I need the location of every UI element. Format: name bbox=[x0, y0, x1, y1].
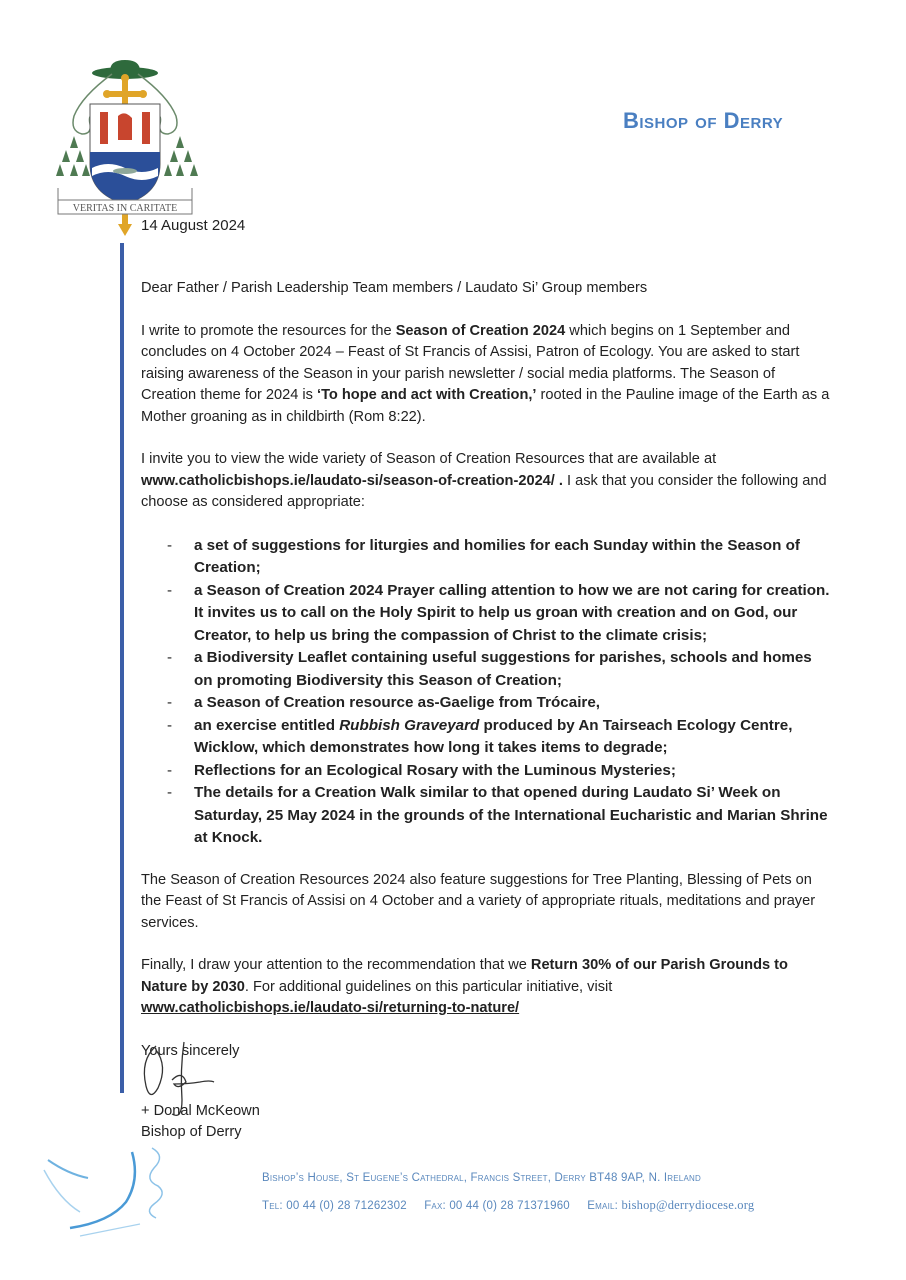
footer-email-link[interactable]: bishop@derrydiocese.org bbox=[621, 1198, 755, 1212]
paragraph-resources: I invite you to view the wide variety of Season of Creation Resources that are available at www.catholicbishops.ie/laudato-si/season-of-creation-2024/ . I ask that you consider the following and choose as considered appropriate: bbox=[141, 451, 827, 510]
list-item: - a Biodiversity Leaflet containing useful suggestions for parishes, schools and homes on promoting Biodiversity this Season of Creation; bbox=[167, 649, 812, 689]
paragraph-additional: The Season of Creation Resources 2024 also feature suggestions for Tree Planting, Blessing of Pets on the Feast of St Francis of Assisi on 4 October and a variety of appropriate rituals, meditations and prayer services. bbox=[141, 871, 816, 931]
svg-text:VERITAS IN CARITATE: VERITAS IN CARITATE bbox=[72, 203, 178, 214]
signer-title: Bishop of Derry bbox=[141, 1124, 242, 1140]
returning-to-nature-link[interactable]: www.catholicbishops.ie/laudato-si/returning-to-nature/ bbox=[141, 1000, 520, 1016]
letterhead-footer bbox=[262, 1172, 754, 1213]
closing: Yours sincerely bbox=[141, 1042, 240, 1059]
signer-name: + Donal McKeown bbox=[141, 1103, 260, 1119]
signer-block bbox=[141, 1101, 260, 1143]
margin-accent-bar bbox=[120, 243, 124, 1093]
letter-body bbox=[141, 278, 831, 1083]
footer-address: Bishop’s House, St Eugene’s Cathedral, Francis Street, Derry BT48 9AP, N. Ireland bbox=[262, 1172, 701, 1184]
letter-date: 14 August 2024 bbox=[141, 217, 246, 234]
letterhead-title: Bishop of Derry bbox=[623, 108, 784, 133]
resources-link[interactable]: www.catholicbishops.ie/laudato-si/season-of-creation-2024/ . bbox=[141, 472, 563, 489]
list-item: - an exercise entitled Rubbish Graveyard produced by An Tairseach Ecology Centre, Wicklow, which demonstrates how long it takes items to degrade; bbox=[167, 716, 793, 756]
paragraph-returning-nature: Finally, I draw your attention to the recommendation that we Return 30% of our Parish Grounds to Nature by 2030. For additional guidelines on this particular initiative, visit www.catholicbishops.ie/laudato-si/returning-to-nature/ bbox=[141, 957, 788, 1016]
dove-logo bbox=[40, 1140, 200, 1250]
footer-tel: 00 44 (0) 28 71262302 bbox=[286, 1200, 407, 1212]
paragraph-intro: I write to promote the resources for the Season of Creation 2024 which begins on 1 September and concludes on 4 October 2024 – Feast of St Francis of Assisi, Patron of Ecology. You are asked to start raising awareness of the Season in your parish newsletter / social media platforms. The Season of Creation theme for 2024 is ‘To hope and act with Creation,’ rooted in the Pauline image of the Earth as a Mother groaning as in childbirth (Rom 8:22). bbox=[141, 322, 830, 425]
list-item: - Reflections for an Ecological Rosary with the Luminous Mysteries; bbox=[167, 761, 676, 779]
resource-list bbox=[141, 535, 831, 850]
list-item: - The details for a Creation Walk similar to that opened during Laudato Si’ Week on Saturday, 25 May 2024 in the grounds of the International Eucharistic and Marian Shrine at Knock. bbox=[167, 784, 828, 846]
list-item: - a Season of Creation 2024 Prayer calling attention to how we are not caring for creation. It invites us to call on the Holy Spirit to help us groan with creation and on God, our Creator, to help us bring the compassion of Christ to the climate crisis; bbox=[167, 581, 830, 644]
footer-contacts: Tel: 00 44 (0) 28 71262302 Fax: 00 44 (0) 28 71371960 Email: bishop@derrydiocese.org bbox=[262, 1198, 755, 1212]
salutation: Dear Father / Parish Leadership Team members / Laudato Si’ Group members bbox=[141, 280, 648, 296]
list-item: - a set of suggestions for liturgies and homilies for each Sunday within the Season of Creation; bbox=[167, 536, 800, 576]
footer-fax: 00 44 (0) 28 71371960 bbox=[449, 1200, 570, 1212]
list-item: - a Season of Creation resource as-Gaelige from Trócaire, bbox=[167, 694, 600, 711]
coat-of-arms-crest bbox=[52, 56, 202, 236]
